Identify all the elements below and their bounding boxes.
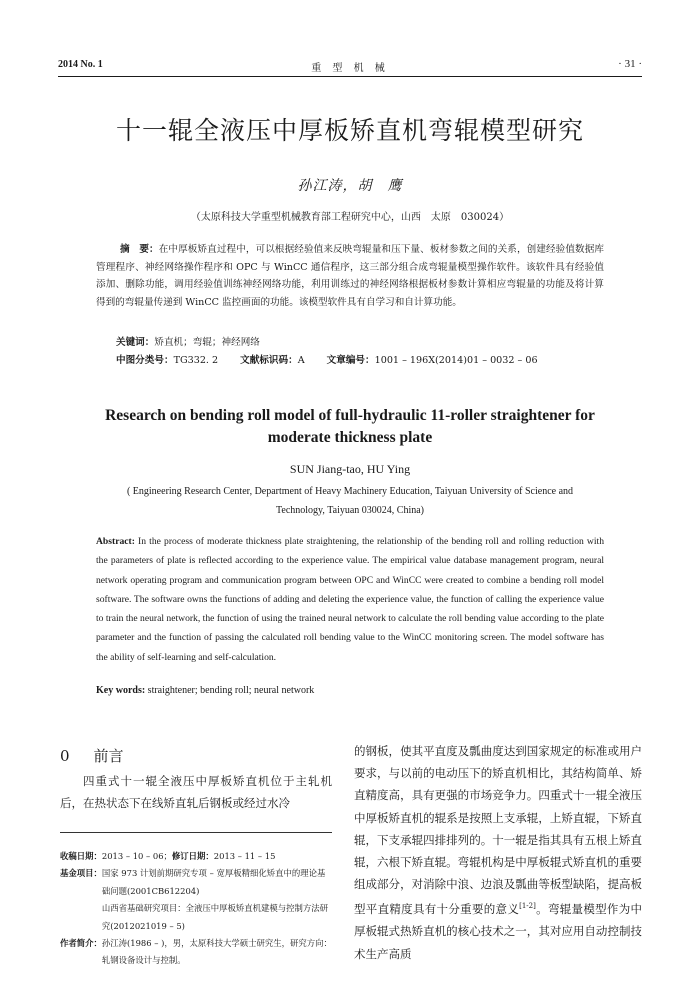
chinese-affiliation: （太原科技大学重型机械教育部工程研究中心，山西 太原 030024） bbox=[190, 212, 510, 223]
section-heading bbox=[60, 745, 124, 766]
right-body-part-1: 的钢板，使其平直度及瓢曲度达到国家规定的标准或用户要求，与以前的电动压下的矫直机相比，其结构简单、矫直精度高，具有更强的市场竞争力。四重式十一辊全液压中厚板矫直机的辊系是按照上支承辊，上矫直辊，下矫直辊，下支承辊四排排列的。十一辊是指其具有五根上矫直辊，六根下矫直辊。弯辊机构是中厚板辊式矫直机的重要组成部分，对消除中浪、边浪及瓢曲等板型缺陷，提高板型平直精度具有十分重要的意义 bbox=[354, 744, 642, 917]
revised-value: 2013 – 11 – 15 bbox=[213, 851, 276, 861]
english-title: Research on bending roll model of full-hydraulic 11-roller straightener for moderate thickness plate bbox=[105, 407, 595, 446]
footnote-rule bbox=[60, 832, 332, 833]
english-abstract-label: Abstract: bbox=[96, 536, 135, 547]
chinese-keywords-label: 关键词： bbox=[116, 337, 155, 348]
doc-code-label: 文献标识码： bbox=[240, 355, 298, 366]
english-keywords bbox=[96, 685, 314, 696]
received-value: 2013 – 10 – 06； bbox=[101, 851, 172, 861]
journal-name: 重 型 机 械 bbox=[311, 63, 389, 74]
english-keywords-label: Key words: bbox=[96, 685, 146, 696]
clc-label: 中图分类号： bbox=[116, 355, 174, 366]
english-authors: SUN Jiang-tao, HU Ying bbox=[289, 462, 411, 476]
right-body-part-2: 。弯辊量模型作为中厚板辊式热矫直机的核心技术之一，其对应用自动控制技术生产高质 bbox=[354, 902, 643, 961]
english-abstract-text: In the process of moderate thickness plate straightening, the relationship of the bending roll and rolling reduction with the parameters of plate is reflected according to the experience value. The empirical value database management program, neural network operating program and communication program between OPC and WinCC were created to combine a bending roll model software. The software owns the functions of adding and deleting the experience value, the function of calling the experience value to train the neural network, the function of using the trained neural network to calculate the roll bending value according to the plate parameter and the function of passing the calculated roll bending value to the WinCC monitoring screen. The model software has the ability of self-learning and self-calculation. bbox=[96, 536, 604, 663]
chinese-keywords-text: 矫直机；弯辊；神经网络 bbox=[154, 337, 260, 348]
article-no-value: 1001 – 196X(2014)01 – 0032 – 06 bbox=[374, 355, 538, 366]
fund-line-2: 山西省基础研究项目：全液压中厚板矫直机建模与控制方法研究(2012021019 – 5) bbox=[101, 903, 328, 931]
clc-value: TG332. 2 bbox=[173, 355, 219, 366]
left-column-body: 四重式十一辊全液压中厚板矫直机位于主轧机后，在热状态下在线矫直轧后钢板或经过水冷 bbox=[60, 774, 332, 810]
english-affiliation: ( Engineering Research Center, Department of Heavy Machinery Education, Taiyuan University of Science and Technology, Taiyuan 030024, China) bbox=[126, 486, 574, 516]
author-label: 作者简介： bbox=[60, 938, 102, 949]
chinese-abstract-text: 在中厚板矫直过程中，可以根据经验值来反映弯辊量和压下量、板材参数之间的关系，创建经验值数据库管理程序、神经网络操作程序和 OPC 与 WinCC 通信程序，这三部分组合成弯辊量模型操作软件。该软件具有经验值添加、删除功能，调用经验值训练神经网络功能，利用训练过的神经网络根据板材参数计算相应弯辊量的功能及将计算得到的弯辊量传递到 WinCC 监控画面的功能。该模型软件具有自学习和自计算功能。 bbox=[96, 244, 605, 309]
dates-note bbox=[60, 848, 332, 865]
right-column-body bbox=[354, 740, 642, 965]
doc-code-value: A bbox=[297, 355, 305, 366]
chinese-title: 十一辊全液压中厚板矫直机弯辊模型研究 bbox=[115, 116, 584, 145]
page-header bbox=[58, 56, 642, 76]
revised-label: 修订日期： bbox=[171, 851, 214, 861]
received-label: 收稿日期： bbox=[60, 851, 102, 861]
author-text: 孙江涛(1986 – )，男，太原科技大学硕士研究生，研究方向：轧钢设备设计与控制。 bbox=[101, 938, 332, 966]
chinese-keywords bbox=[116, 334, 260, 348]
footnotes bbox=[60, 848, 332, 970]
section-number: 0 bbox=[60, 747, 70, 765]
fund-line-1: 国家 973 计划前期研究专项 – 宽厚板精细化矫直中的理论基础问题(2001CB612204) bbox=[101, 868, 326, 896]
english-abstract bbox=[96, 532, 604, 667]
section-title: 前言 bbox=[93, 747, 124, 765]
author-note bbox=[60, 935, 332, 970]
page-number: · 31 · bbox=[618, 58, 642, 70]
english-keywords-text: straightener; bending roll; neural network bbox=[147, 685, 315, 696]
citation: [1-2] bbox=[519, 902, 536, 911]
chinese-abstract bbox=[96, 241, 604, 312]
chinese-abstract-label: 摘 要： bbox=[120, 244, 159, 255]
article-no-label: 文章编号： bbox=[326, 355, 375, 366]
chinese-authors: 孙江涛，胡 鹰 bbox=[297, 178, 403, 194]
classification-line bbox=[116, 352, 538, 366]
fund-note bbox=[60, 865, 332, 935]
fund-label: 基金项目： bbox=[60, 868, 102, 879]
journal-issue: 2014 No. 1 bbox=[58, 59, 103, 70]
header-rule bbox=[58, 76, 642, 77]
